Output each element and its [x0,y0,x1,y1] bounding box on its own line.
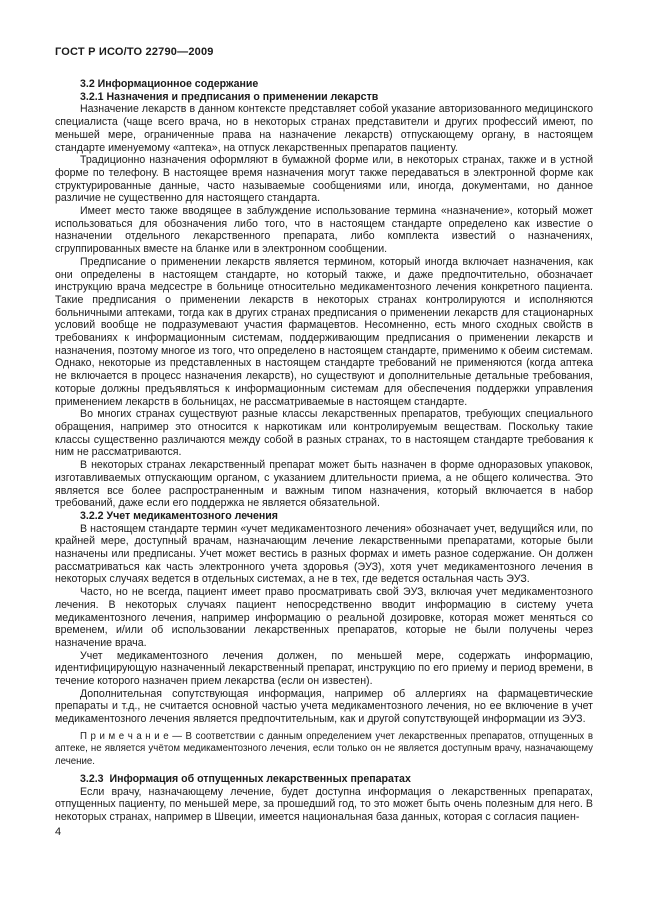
section-heading-3-2-2: 3.2.2 Учет медикаментозного лечения [80,509,278,522]
paragraph: Назначение лекарств в данном контексте представляет собой указание авторизованного медицинского специалиста (чаще всего врача, но в некоторых странах представители и других профессий имеют, по меньшей мере, ограниченные права на назначение лекарств) отпускающему органу, в настоящем стандарте именуемому «аптека», на отпуск лекарственных препаратов пациенту. [55,103,593,154]
section-heading-3-2: 3.2 Информационное содержание [80,78,259,90]
note-paragraph: П р и м е ч а н и е — В соответствии с данным определением учет лекарственных препаратов, отпущенных в аптеке, не является учётом медикаментозного лечения, если только он не является доступным врачу, назначающему лечение. [55,730,593,767]
paragraph: Если врачу, назначающему лечение, будет доступна информация о лекарственных препаратах, отпущенных пациенту, по меньшей мере, за прошедший год, то это может быть очень полезным для него. В некоторых странах, например в Швеции, имеется национальная база данных, которая с согласия пациен- [55,785,593,824]
paragraph: Учет медикаментозного лечения должен, по меньшей мере, содержать информацию, идентифицирующую назначенный лекарственный препарат, инструкцию по его приему и период времени, в течение которого назначен прием лекарства (если он известен). [55,649,593,688]
paragraph: Во многих странах существуют разные классы лекарственных препаратов, требующих специального обращения, например это относится к наркотикам или контролируемым веществам. Поскольку такие классы существенно различаются между собой в разных странах, то в настоящем стандарте требования к ним не рассматриваются. [55,408,593,459]
running-header: ГОСТ Р ИСО/ТО 22790—2009 [55,46,214,58]
paragraph: Традиционно назначения оформляют в бумажной форме или, в некоторых странах, также и в устной форме по телефону. В настоящее время назначения могут также передаваться в электронной форме как структурированные данные, часто называемые сообщениями или, иногда, документами, но данное различие не существенно для настоящего стандарта. [55,154,593,205]
section-heading-3-2-3: 3.2.3 Информация об отпущенных лекарственных препаратах [80,773,411,786]
paragraph: Часто, но не всегда, пациент имеет право просматривать свой ЭУЗ, включая учет медикаментозного лечения. В некоторых случаях пациент непосредственно вводит информацию в систему учета медикаментозного лечения, например информацию о реальной дозировке, которая может меняться со временем, и/или об использовании лекарственных препаратов, которые не были получены через назначение врача. [55,586,593,649]
paragraph: Предписание о применении лекарств является термином, который иногда включает назначения, как они определены в настоящем стандарте, но который также, и даже предпочтительно, обозначает инструкцию врача медсестре в больнице относительно медикаментозного лечения конкретного пациента. Такие предписания о применении лекарств в некоторых странах контролируются и исполняются больничными аптеками, тогда как в других странах предписания о применении лекарств для стационарных условий вообще не подразумевают участия фармацевтов. Несомненно, есть много сходных свойств в требованиях к информационным системам, поддерживающим предписания о применении лекарств и назначения, поэтому многое из того, что определено в настоящем стандарте, применимо к обеим системам. Однако, некоторые из представленных в настоящем стандарте требований не применяются (когда аптека не включается в процесс назначения лекарств), но существуют и дополнительные детальные требования, которые должны предъявляться к информационным системам для обеспечения поддержки управления применением лекарств в больницах, не рассматриваемые в настоящем стандарте. [55,255,593,408]
paragraph: Имеет место также вводящее в заблуждение использование термина «назначение», который может использоваться для обозначения либо того, что в настоящем стандарте определено как известие о назначении отдельного лекарственного препарата, либо комплекта известий о назначениях, сгруппированных вместе на бланке или в электронном сообщении. [55,205,593,256]
document-content [55,78,593,824]
paragraph: В настоящем стандарте термин «учет медикаментозного лечения» обозначает учет, ведущийся или, по крайней мере, доступный врачам, назначающим лечение лекарственными препаратами, которые были назначены или предписаны. Учет может вестись в разных формах и иметь разное содержание. Он должен рассматриваться как часть электронного учета здоровья (ЭУЗ), хотя учет медикаментозного лечения в некоторых случаях ведется в отдельных системах, а не в тех, где ведется остальная часть ЭУЗ. [55,522,593,586]
paragraph: Дополнительная сопутствующая информация, например об аллергиях на фармацевтические препараты и т.д., не считается основной частью учета медикаментозного лечения, но ее включение в учет медикаментозного лечения является предпочтительным, как и другой сопутствующей информации из ЭУЗ. [55,687,593,726]
page-number: 4 [55,826,62,838]
section-heading-3-2-1: 3.2.1 Назначения и предписания о применении лекарств [80,90,379,103]
paragraph: В некоторых странах лекарственный препарат может быть назначен в форме одноразовых упаковок, изготавливаемых отпускающим органом, с указанием длительности приема, а не общего количества. Это является все более распространенным и важным типом назначения, который включается в набор требований, даже если его поддержка не является обязательной. [55,459,593,510]
